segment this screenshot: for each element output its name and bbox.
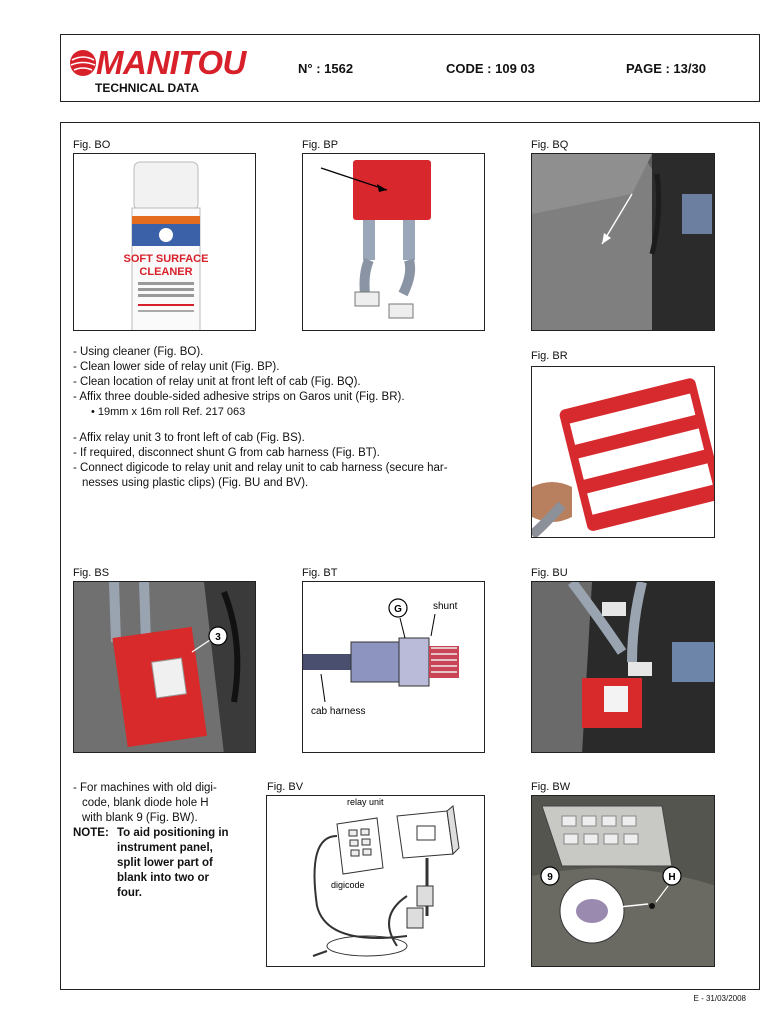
callout-digicode: digicode — [331, 880, 365, 890]
note-text — [117, 826, 249, 901]
manitou-logo — [68, 46, 268, 80]
wiring-diagram-illustration — [267, 796, 485, 967]
document-subtitle: TECHNICAL DATA — [95, 81, 199, 95]
note-label: NOTE: — [73, 827, 109, 839]
callout-3: 3 — [215, 632, 221, 643]
fig-bw-label: Fig. BW — [531, 781, 571, 793]
fig-bq-label: Fig. BQ — [531, 139, 569, 151]
note-block — [73, 826, 253, 901]
harness-connection-illustration — [532, 582, 715, 753]
shunt-connector-illustration — [303, 582, 485, 753]
footer-date: E - 31/03/2008 — [693, 994, 746, 1003]
instructions-group-2 — [73, 431, 518, 491]
instruction-subline: • 19mm x 16m roll Ref. 217 063 — [91, 406, 246, 418]
note-line: To aid positioning in — [117, 827, 229, 839]
document-code: CODE : 109 03 — [446, 61, 535, 76]
instructions-group-3 — [73, 781, 253, 826]
instruction-line: - For machines with old digi- — [73, 782, 217, 794]
callout-cab-harness: cab harness — [311, 706, 366, 717]
instruction-line: - Connect digicode to relay unit and relay unit to cab harness (secure har- — [73, 462, 448, 474]
instruction-line: - If required, disconnect shunt G from cab harness (Fig. BT). — [73, 447, 380, 459]
relay-affixed-illustration — [74, 582, 256, 753]
note-line: blank into two or — [117, 872, 209, 884]
note-line: split lower part of — [117, 857, 213, 869]
note-line: four. — [117, 887, 142, 899]
callout-9: 9 — [547, 872, 553, 883]
callout-h: H — [668, 872, 676, 883]
fig-br-photo — [531, 366, 715, 538]
callout-shunt: shunt — [433, 601, 458, 612]
fig-bs-photo — [73, 581, 256, 753]
can-label-line-1: SOFT SURFACE — [123, 253, 209, 265]
fig-bp-label: Fig. BP — [302, 139, 339, 151]
callout-g: G — [394, 604, 402, 615]
callout-relay-unit: relay unit — [347, 797, 384, 807]
fig-bs-label: Fig. BS — [73, 567, 110, 579]
fig-bu-label: Fig. BU — [531, 567, 568, 579]
note-line: instrument panel, — [117, 842, 213, 854]
instruction-line: - Affix three double-sided adhesive strips on Garos unit (Fig. BR). — [73, 391, 405, 403]
instruction-line: - Using cleaner (Fig. BO). — [73, 346, 204, 358]
fig-bo-photo — [73, 153, 256, 331]
fig-bv-photo — [266, 795, 485, 967]
can-label-line-2: CLEANER — [139, 266, 193, 278]
fig-bo-label: Fig. BO — [73, 139, 111, 151]
fig-bv-label: Fig. BV — [267, 781, 304, 793]
instruction-line: nesses using plastic clips) (Fig. BU and BV). — [82, 477, 309, 489]
instructions-group-1 — [73, 345, 513, 420]
fig-bq-photo — [531, 153, 715, 331]
fig-bu-photo — [531, 581, 715, 753]
fig-bt-photo — [302, 581, 485, 753]
instruction-line: - Affix relay unit 3 to front left of cab (Fig. BS). — [73, 432, 305, 444]
brand-wordmark: MANITOU — [96, 44, 246, 81]
document-number: N° : 1562 — [298, 61, 354, 76]
instrument-panel-illustration — [532, 796, 715, 967]
instruction-line: with blank 9 (Fig. BW). — [82, 812, 198, 824]
relay-unit-illustration — [303, 154, 485, 331]
fig-bp-photo — [302, 153, 485, 331]
instruction-line: - Clean lower side of relay unit (Fig. BP). — [73, 361, 280, 373]
cab-location-illustration — [532, 154, 715, 331]
instruction-line: - Clean location of relay unit at front left of cab (Fig. BQ). — [73, 376, 361, 388]
instruction-line: code, blank diode hole H — [82, 797, 209, 809]
fig-bw-photo — [531, 795, 715, 967]
adhesive-strips-illustration — [532, 367, 715, 538]
fig-br-label: Fig. BR — [531, 350, 568, 362]
fig-bt-label: Fig. BT — [302, 567, 338, 579]
globe-icon — [68, 48, 98, 78]
cleaner-can-illustration — [74, 154, 256, 331]
page-number: PAGE : 13/30 — [626, 61, 706, 76]
